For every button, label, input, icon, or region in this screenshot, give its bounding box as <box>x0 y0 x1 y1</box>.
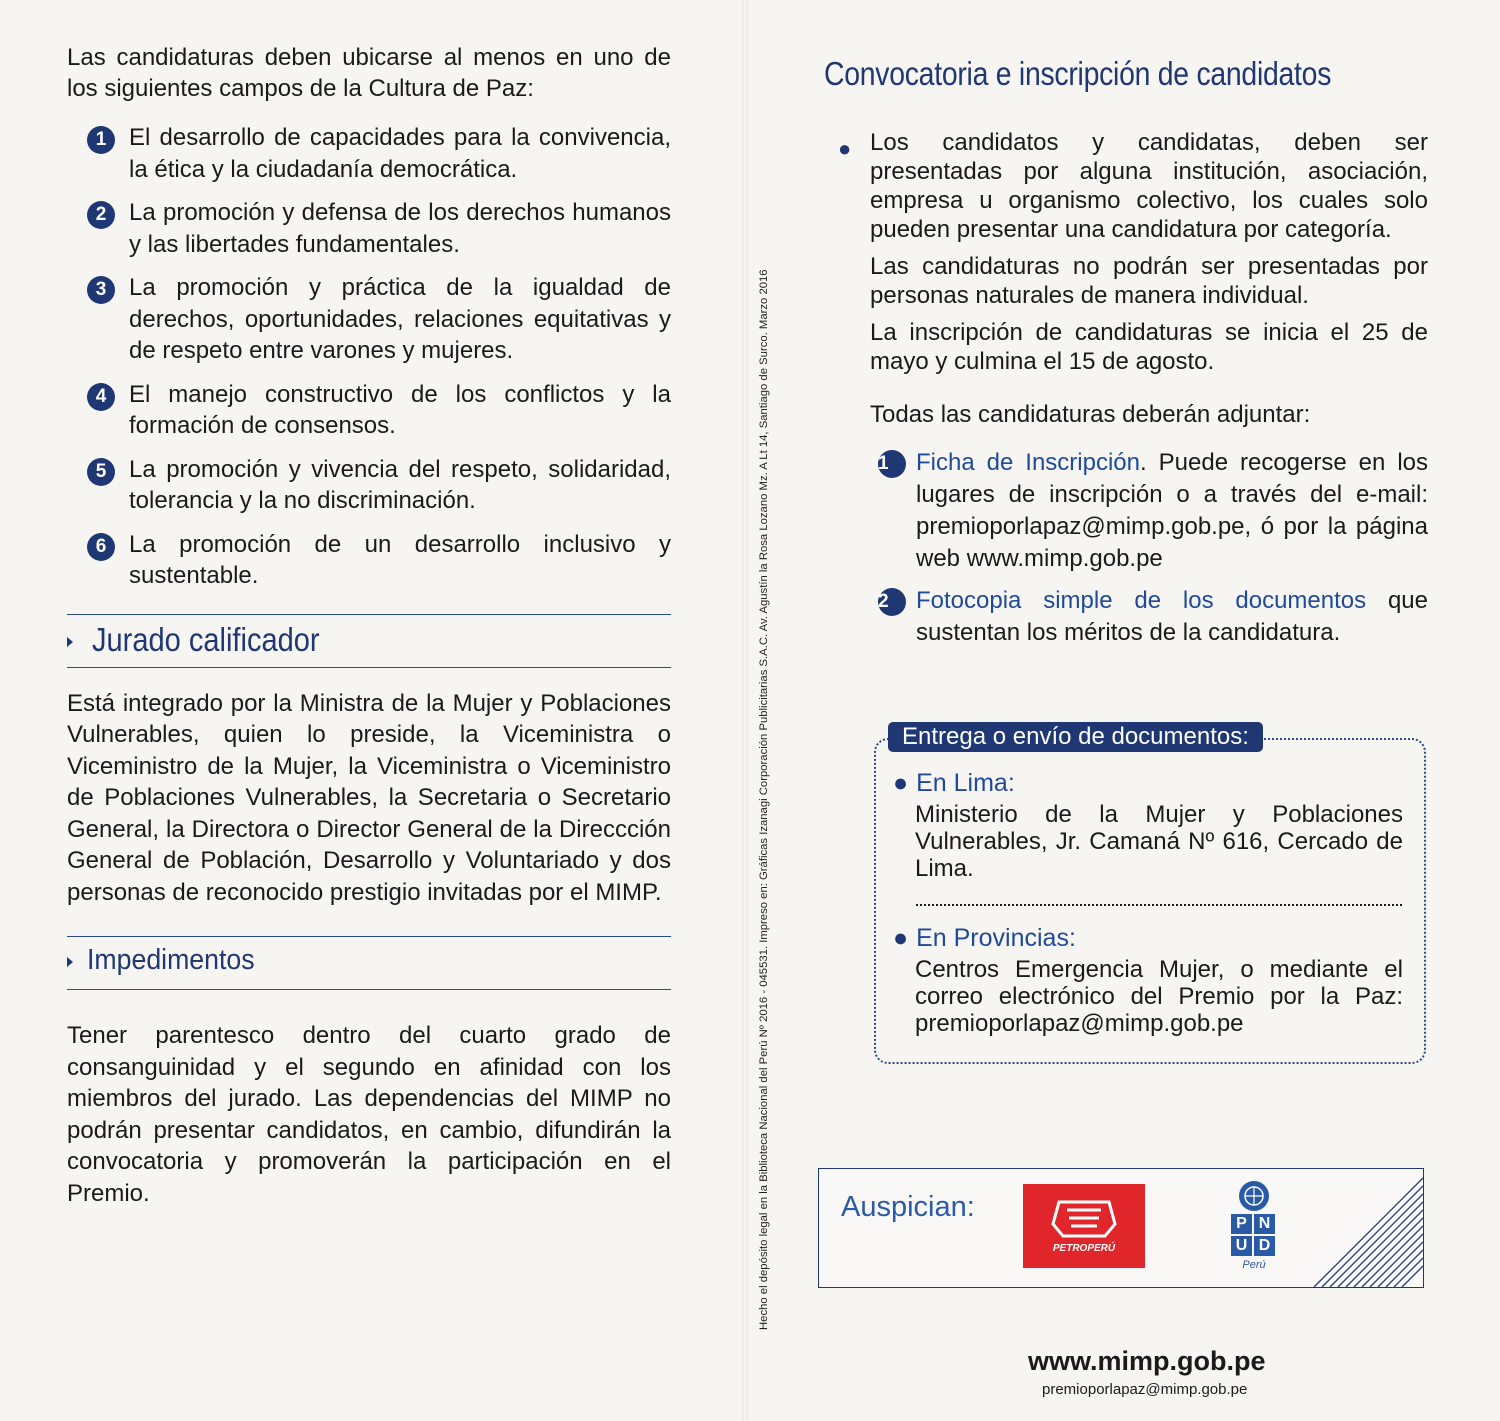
field-item: 2 La promoción y defensa de los derechos humanos y las libertades fundamentales. <box>67 197 671 260</box>
page-fold <box>742 0 748 1421</box>
arrow-right-icon <box>67 637 73 647</box>
lima-heading: En Lima: <box>916 769 1015 797</box>
website-link[interactable]: www.mimp.gob.pe <box>1028 1346 1266 1376</box>
convocatoria-title: Convocatoria e inscripción de candidatos <box>824 55 1332 92</box>
field-item: 3 La promoción y práctica de la igualdad de derechos, oportunidades, relaciones equitativas y de respeto entre varones y mujeres. <box>67 272 671 367</box>
petroperu-emblem-icon <box>1023 1184 1145 1268</box>
number-1-icon: 1 <box>878 450 906 478</box>
field-item: 4 El manejo constructivo de los conflictos y la formación de consensos. <box>67 379 671 442</box>
petroperu-logo: PETROPERÚ <box>1023 1184 1145 1268</box>
number-2-icon: 2 <box>87 201 115 229</box>
right-column <box>822 55 1428 659</box>
jurado-title: Jurado calificador <box>92 620 320 658</box>
sponsor-bar <box>818 1168 1424 1288</box>
pnud-logo: P N U D Perú <box>1231 1181 1277 1271</box>
provincias-block <box>893 925 1403 1037</box>
attach-item: 2 Fotocopia simple de los documentos que sustentan los méritos de la candidatura. <box>878 587 1428 646</box>
un-globe-icon <box>1239 1181 1269 1211</box>
sponsors-label: Auspician: <box>841 1191 975 1223</box>
inscription-dates-text: La inscripción de candidaturas se inicia el 25 de mayo y culmina el 15 de agosto. <box>870 319 1428 375</box>
field-item: 1 El desarrollo de capacidades para la convivencia, la ética y la ciudadanía democrática. <box>67 122 671 185</box>
delivery-box-title: Entrega o envío de documentos: <box>888 722 1263 752</box>
box-divider <box>916 904 1402 906</box>
jurado-header <box>67 614 671 668</box>
number-5-icon: 5 <box>87 458 115 486</box>
left-column <box>67 42 671 1209</box>
provincias-heading: En Provincias: <box>916 924 1076 952</box>
field-item: 6 La promoción de un desarrollo inclusivo y sustentable. <box>67 529 671 592</box>
fields-intro: Las candidaturas deben ubicarse al menos en uno de los siguientes campos de la Cultura de Paz: <box>67 44 671 102</box>
provincias-text: Centros Emergencia Mujer, o mediante el correo electrónico del Premio por la Paz: premioporlapaz@mimp.gob.pe <box>915 956 1403 1037</box>
number-1-icon: 1 <box>87 126 115 154</box>
number-4-icon: 4 <box>87 383 115 411</box>
natural-persons-text: Las candidaturas no podrán ser presentadas por personas naturales de manera individual. <box>870 253 1428 309</box>
impedimentos-header <box>67 936 671 990</box>
impedimentos-text: Tener parentesco dentro del cuarto grado de consanguinidad y el segundo en afinidad con los miembros del jurado. Las dependencias del MIMP no podrán presentar candidatos, en cambio, difundirán la convocatoria y promoverán la participación en el Premio. <box>67 1022 671 1207</box>
number-6-icon: 6 <box>87 533 115 561</box>
number-3-icon: 3 <box>87 276 115 304</box>
attach-intro: Todas las candidaturas deberán adjuntar: <box>870 401 1311 428</box>
email-link[interactable]: premioporlapaz@mimp.gob.pe <box>1042 1381 1248 1398</box>
field-item: 5 La promoción y vivencia del respeto, solidaridad, tolerancia y la no discriminación. <box>67 454 671 517</box>
bullet-icon: ● <box>893 924 909 952</box>
arrow-right-icon <box>67 957 73 967</box>
number-2-icon: 2 <box>878 588 906 616</box>
fields-list <box>67 122 671 592</box>
legal-imprint: Hecho el depósito legal en la Biblioteca Nacional del Perú Nº 2016 - 045531. Impreso en: Gráficas Izanagi Corporación Publicitarias S.A.C. Av. Agustín la Rosa Lozano Mz. A Lt 14, Santiago de Surco. Marzo 2016 <box>758 269 770 1330</box>
attach-item: 1 Ficha de Inscripción. Puede recogerse en los lugares de inscripción o a través del e-mail: premioporlapaz@mimp.gob.pe, ó por la página web www.mimp.gob.pe <box>878 449 1428 572</box>
attach-list <box>822 447 1428 649</box>
lima-block <box>893 770 1403 882</box>
presentation-bullet: ● Los candidatos y candidatas, deben ser presentadas por alguna institución, asociación, empresa u organismo colectivo, los cuales solo pueden presentar una candidatura por categoría. <box>838 129 1428 243</box>
impedimentos-title: Impedimentos <box>87 944 255 976</box>
lima-address: Ministerio de la Mujer y Poblaciones Vulnerables, Jr. Camaná Nº 616, Cercado de Lima. <box>915 801 1403 882</box>
bullet-icon: ● <box>893 769 909 797</box>
jurado-text: Está integrado por la Ministra de la Mujer y Poblaciones Vulnerables, quien lo preside, la Viceministra o Viceministro de la Mujer, la Viceministra o Viceministro de Poblaciones Vulnerables, la Secretaria o Secretario General, la Directora o Director General de la Direccción General de Población, Desarrollo y Voluntariado y dos personas de reconocido prestigio invitadas por el MIMP. <box>67 689 671 906</box>
bullet-icon: ● <box>838 136 852 161</box>
